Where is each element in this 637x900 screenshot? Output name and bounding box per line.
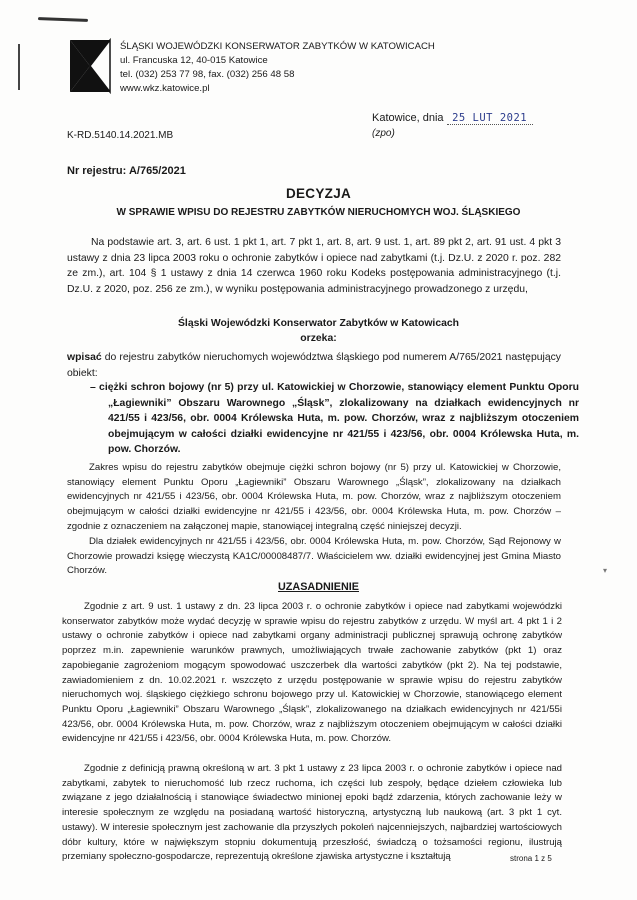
place-prefix: Katowice, dnia <box>372 112 444 124</box>
office-website[interactable]: www.wkz.katowice.pl <box>120 83 210 94</box>
office-name: ŚLĄSKI WOJEWÓDZKI KONSERWATOR ZABYTKÓW W KATOWICACH <box>120 41 435 52</box>
scan-tick-mark: ▾ <box>603 566 608 575</box>
decide-verb: wpisać <box>67 352 102 363</box>
letterhead <box>120 40 435 96</box>
scope-paragraph: Zakres wpisu do rejestru zabytków obejmuje ciężki schron bojowy (nr 5) przy ul. Katowickiej w Chorzowie, stanowiący element Punktu Oporu „Łagiewniki” Obszaru Warownego „Śląsk”, zlokalizowany na działkach ewidencyjnych nr 421/55 i 423/56, obr. 0004 Królewska Huta, m. pow. Chorzów, wraz z najbliższym otoczeniem obejmującym w całości działki ewidencyjne nr 421/55 i 423/56, obr. 0004 Królewska Huta, m. pow. Chorzów – zgodnie z oznaczeniem na załączonej mapie, stanowiącej integralną część niniejszej decyzji. <box>67 462 561 532</box>
document-title: DECYZJA <box>285 186 352 201</box>
office-logo-icon <box>68 38 112 94</box>
authority-name: Śląski Wojewódzki Konserwator Zabytków w Katowicach <box>178 318 459 329</box>
section-title: UZASADNIENIE <box>278 581 359 593</box>
page-number: strona 1 z 5 <box>510 854 552 863</box>
justification-paragraph-2: Zgodnie z definicją prawną określoną w art. 3 pkt 1 ustawy z 23 lipca 2003 r. o ochronie zabytków i opiece nad zabytkami, zabytek to nieruchomość lub rzecz ruchoma, ich części lub zespoły, będące dziełem człowieka lub związane z jego działalnością i stanowiące świadectwo minionej epoki bądź zdarzenia, których zachowanie leży w interesie społecznym ze względu na posiadaną wartość historyczną, artystyczną lub naukową (art. 3 pkt 1 cyt. ustawy). W interesie społecznym jest zachowanie dla przyszłych pokoleń najcenniejszych, najbardziej wartościowych dóbr kultury, które w największym stopniu dokumentują przeszłość, świadczą o tożsamości regionu, ilustrują przemiany społeczno-gospodarcze, reprezentują określone zjawiska artystyczne i kształtują <box>62 763 562 863</box>
scan-mark <box>38 17 88 22</box>
ownership-paragraph: Dla działek ewidencyjnych nr 421/55 i 423/56, obr. 0004 Królewska Huta, m. pow. Chorzów, Sąd Rejonowy w Chorzowie prowadzi księgę wieczystą KA1C/00008487/7. Właścicielem ww. działki ewidencyjnej jest Gmina Miasto Chorzów. <box>67 536 561 577</box>
office-phone: tel. (032) 253 77 98, fax. (032) 256 48 58 <box>120 69 295 80</box>
place-date <box>372 112 533 125</box>
edge-mark <box>18 44 20 90</box>
justification-paragraph-1: Zgodnie z art. 9 ust. 1 ustawy z dn. 23 lipca 2003 r. o ochronie zabytków i opiece nad zabytkami wojewódzki konserwator zabytków może wydać decyzję w sprawie wpisu do rejestru zabytków z urzędu. W myśl art. 4 pkt 1 i 2 ustawy o ochronie zabytków i opiece nad zabytkami organy administracji publicznej sprawują ochronę zabytków poprzez m.in. zapewnienie warunków prawnych, umożliwiających trwałe zachowanie zabytków (pkt 1) oraz zapobieganie zagrożeniom mogącym spowodować uszczerbek dla wartości zabytków (pkt 2). Na tej podstawie, zawiadomieniem z dn. 10.02.2021 r. wszczęto z urzędu postępowanie w sprawie wpisu do rejestru zabytków nieruchomych woj. śląskiego ciężkiego schronu bojowego przy ul. Katowickiej w Chorzowie, stanowiącego element Punktu Oporu „Łagiewniki” Obszaru Warownego „Śląsk”, zlokalizowanego na działkach ewidencyjnych nr 421/55i 423/56, obr. 0004 Królewska Huta, m. pow. Chorzów, wraz z najbliższym otoczeniem obejmującym w całości działki ewidencyjne nr 421/55 i 423/56, obr. 0004 Królewska Huta, m. pow. Chorzów. <box>62 601 562 745</box>
zpo-note: (zpo) <box>372 128 395 139</box>
authority-block <box>0 316 637 346</box>
document-subtitle: W SPRAWIE WPISU DO REJESTRU ZABYTKÓW NIERUCHOMYCH WOJ. ŚLĄSKIEGO <box>116 207 521 218</box>
decision-paragraph <box>67 350 561 381</box>
section-heading <box>0 581 637 593</box>
registry-number: Nr rejestru: A/765/2021 <box>67 165 186 177</box>
decide-text: do rejestru zabytków nieruchomych województwa śląskiego pod numerem A/765/2021 następujący obiekt: <box>67 352 561 379</box>
office-address: ul. Francuska 12, 40-015 Katowice <box>120 55 268 66</box>
legal-basis-paragraph: Na podstawie art. 3, art. 6 ust. 1 pkt 1, art. 7 pkt 1, art. 8, art. 9 ust. 1, art. 89 pkt 2, art. 91 ust. 4 pkt 3 ustawy z dnia 23 lipca 2003 roku o ochronie zabytków i opiece nad zabytkami (t.j. Dz.U. z 2020 r. poz. 282 ze zm.), art. 104 § 1 ustawy z dnia 14 czerwca 1960 roku Kodeks postępowania administracyjnego (t.j. Dz.U. z 2020, poz. 256 ze zm.), w wyniku postępowania administracyjnego prowadzonego z urzędu, <box>67 237 561 295</box>
date-stamp: 25 LUT 2021 <box>452 112 528 124</box>
object-bullet: – ciężki schron bojowy (nr 5) przy ul. Katowickiej w Chorzowie, stanowiący element Punktu Oporu „Łagiewniki” Obszaru Warownego „Śląsk”, zlokalizowany na działkach ewidencyjnych nr 421/55 i 423/56, obr. 0004 Królewska Huta, m. pow. Chorzów, wraz z najbliższym otoczeniem obejmującym w całości działki ewidencyjne nr 421/55 i 423/56, obr. 0004 Królewska Huta, m. pow. Chorzów. <box>90 382 579 456</box>
case-reference: K-RD.5140.14.2021.MB <box>67 130 174 141</box>
orders-label: orzeka: <box>300 333 337 344</box>
